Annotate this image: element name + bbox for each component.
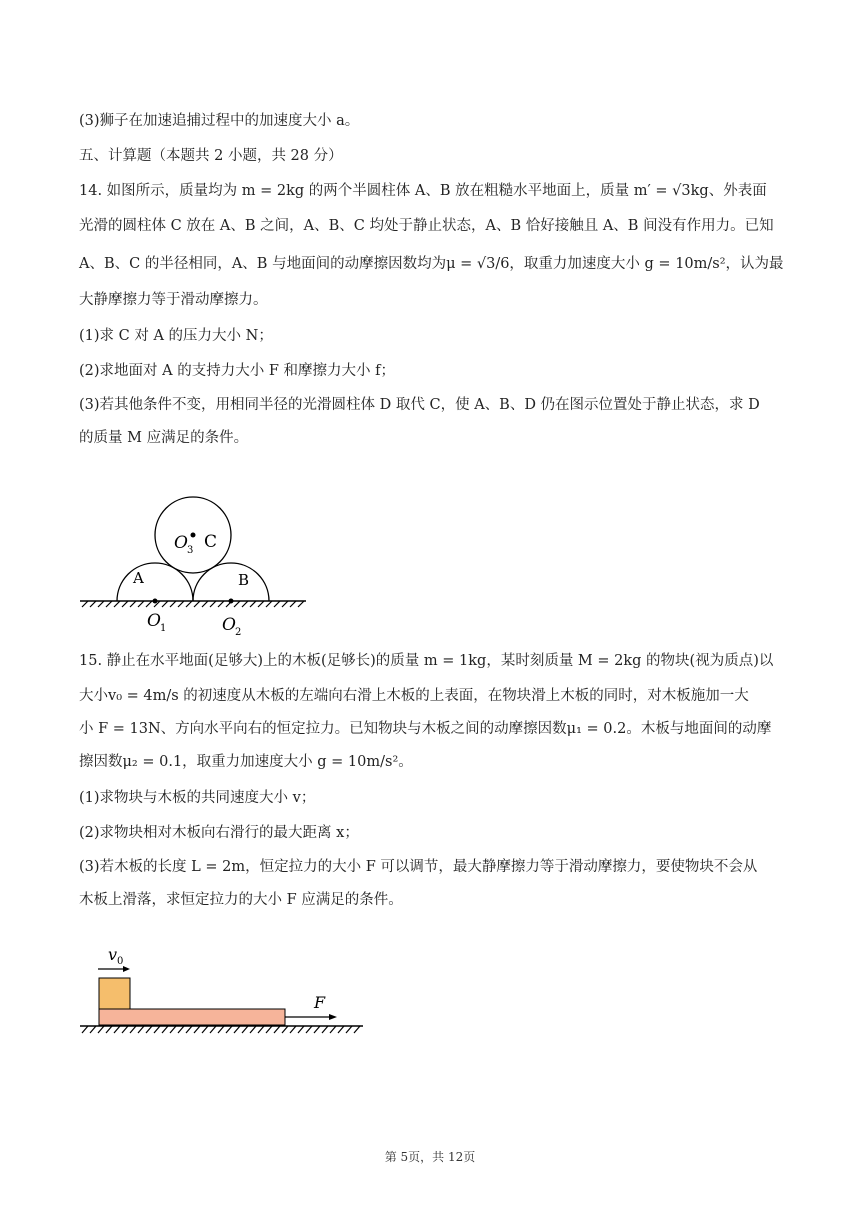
label-a: A: [133, 569, 144, 587]
q14-part3-a: (3)若其他条件不变，用相同半径的光滑圆柱体 D 取代 C，使 A、B、D 仍在图示位置处于静止状态，求 D: [79, 397, 760, 413]
label-v0-sub: 0: [117, 956, 124, 967]
center-o2: [229, 599, 234, 604]
label-o2: O: [222, 615, 236, 635]
q14-part3-b: 的质量 M 应满足的条件。: [79, 430, 249, 446]
q14-text-4: 大静摩擦力等于滑动摩擦力。: [79, 292, 268, 308]
q15-part2: (2)求物块相对木板向右滑行的最大距离 x；: [79, 825, 359, 841]
q14-part1: (1)求 C 对 A 的压力大小 N；: [79, 328, 273, 344]
label-c: C: [204, 532, 218, 552]
label-f: F: [314, 993, 326, 1012]
label-o3: O: [174, 533, 188, 553]
center-o3: [191, 533, 196, 538]
label-v0: v: [108, 945, 118, 964]
cylinders-figure: [78, 490, 310, 640]
label-b: B: [238, 571, 250, 589]
q15-text-3: 小 F = 13N、方向水平向右的恒定拉力。已知物块与木板之间的动摩擦因数μ₁ = 0.2。木板与地面间的动摩: [79, 721, 772, 737]
page-footer: 第 5页，共 12页: [384, 1150, 476, 1164]
f-arrow-head: [329, 1014, 337, 1020]
label-o1-sub: 1: [160, 623, 167, 634]
v0-arrow-head: [123, 966, 130, 972]
q14-text-1: 14. 如图所示，质量均为 m = 2kg 的两个半圆柱体 A、B 放在粗糙水平地面上，质量 m′ = √3kg、外表面: [79, 183, 767, 199]
board: [99, 1009, 285, 1025]
q13-part3: (3)狮子在加速追捕过程中的加速度大小 a。: [79, 113, 360, 129]
q15-part3-a: (3)若木板的长度 L = 2m，恒定拉力的大小 F 可以调节，最大静摩擦力等于滑动摩擦力，要使物块不会从: [79, 859, 758, 875]
q14-text-3: A、B、C 的半径相同，A、B 与地面间的动摩擦因数均为μ = √3/6，取重力加速度大小 g = 10m/s²，认为最: [79, 256, 784, 272]
q15-part3-b: 木板上滑落，求恒定拉力的大小 F 应满足的条件。: [79, 892, 403, 908]
label-o1: O: [147, 611, 161, 631]
q15-text-2: 大小v₀ = 4m/s 的初速度从木板的左端向右滑上木板的上表面，在物块滑上木板的同时，对木板施加一大: [79, 688, 749, 704]
board-figure: [78, 940, 368, 1040]
ground-hatch: [82, 1026, 360, 1033]
q14-part2: (2)求地面对 A 的支持力大小 F 和摩擦力大小 f；: [79, 363, 395, 379]
ground-hatch: [82, 601, 304, 607]
q15-part1: (1)求物块与木板的共同速度大小 v；: [79, 790, 316, 806]
q15-text-1: 15. 静止在水平地面(足够大)上的木板(足够长)的质量 m = 1kg，某时刻质量 M = 2kg 的物块(视为质点)以: [79, 653, 774, 669]
q14-text-2: 光滑的圆柱体 C 放在 A、B 之间，A、B、C 均处于静止状态，A、B 恰好接触且 A、B 间没有作用力。已知: [79, 218, 774, 234]
q15-text-4: 擦因数μ₂ = 0.1，取重力加速度大小 g = 10m/s²。: [79, 754, 413, 770]
block: [99, 978, 130, 1009]
label-o3-sub: 3: [187, 545, 194, 556]
label-o2-sub: 2: [235, 627, 242, 638]
section-heading: 五、计算题（本题共 2 小题，共 28 分）: [79, 148, 343, 164]
center-o1: [153, 599, 158, 604]
